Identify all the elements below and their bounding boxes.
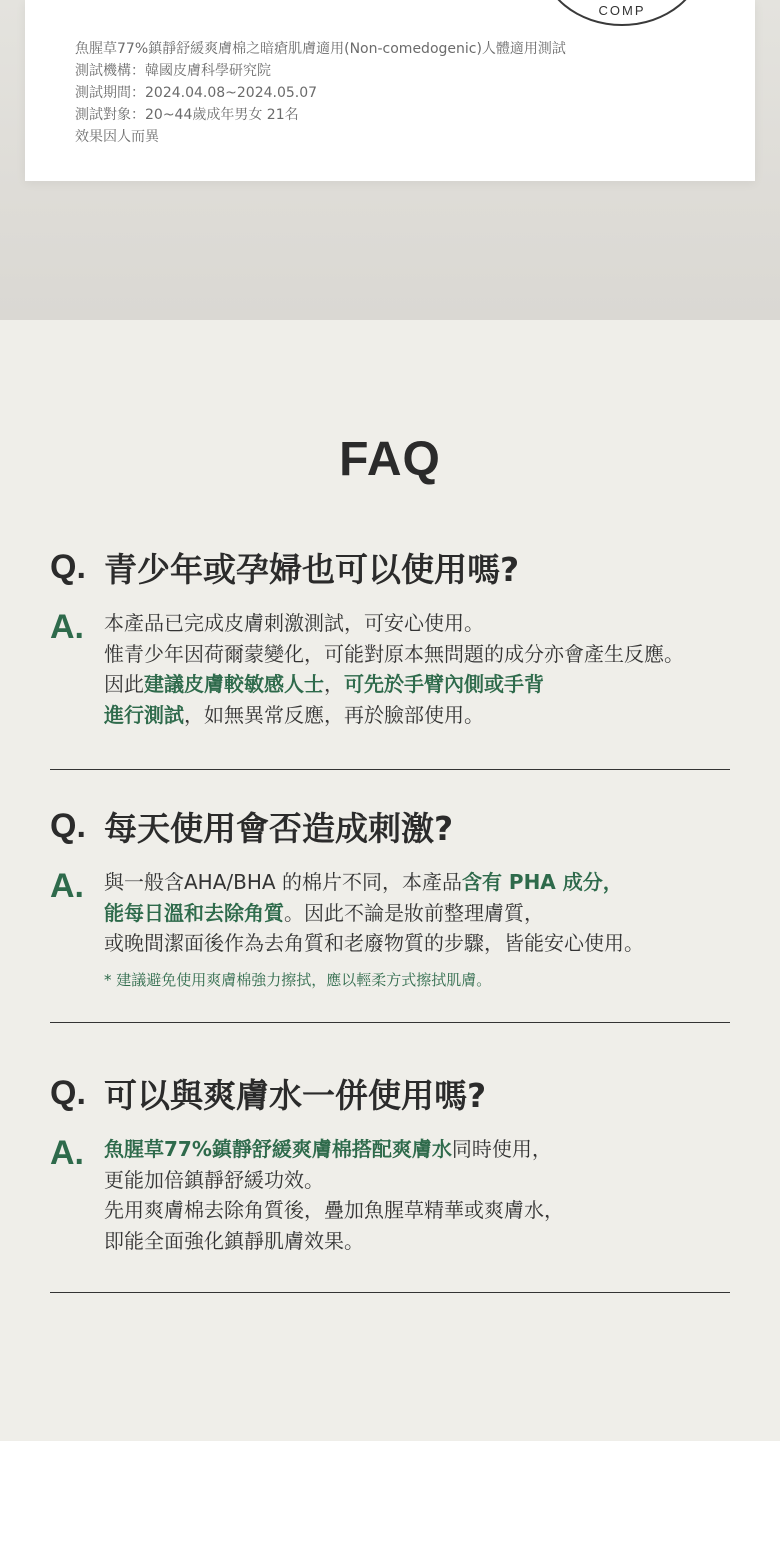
faq-item bbox=[50, 803, 730, 991]
answer-text: 與一般含AHA/BHA 的棉片不同，本產品 bbox=[104, 870, 462, 894]
answer-text: 或晚間潔面後作為去角質和老廢物質的步驟，皆能安心使用。 bbox=[104, 931, 644, 955]
seal-text: COMP bbox=[598, 3, 646, 18]
answer-row bbox=[50, 608, 730, 730]
question-text: 青少年或孕婦也可以使用嗎? bbox=[104, 550, 520, 589]
question-text: 每天使用會否造成刺激? bbox=[104, 809, 454, 848]
question-mark-label: Q. bbox=[50, 548, 86, 586]
answer-text: 先用爽膚棉去除角質後，疊加魚腥草精華或爽膚水， bbox=[104, 1198, 564, 1222]
test-info-line: 測試機構：韓國皮膚科學研究院 bbox=[75, 63, 271, 79]
answer-row bbox=[50, 1134, 730, 1256]
answer-line bbox=[104, 928, 730, 959]
test-info-lines bbox=[75, 38, 566, 148]
answer-body bbox=[104, 867, 730, 991]
answer-mark-label: A. bbox=[50, 867, 84, 905]
answer-text: 同時使用， bbox=[451, 1137, 552, 1161]
answer-text: ， bbox=[324, 672, 344, 696]
faq-divider bbox=[50, 1022, 730, 1023]
answer-highlight-text: 可先於手臂內側或手背 bbox=[344, 672, 544, 696]
answer-body bbox=[104, 608, 730, 730]
test-info-line: 測試期間：2024.04.08~2024.05.07 bbox=[75, 85, 318, 101]
answer-line bbox=[104, 639, 730, 670]
question-row bbox=[50, 544, 730, 590]
certification-seal bbox=[540, 0, 704, 26]
faq-divider bbox=[50, 769, 730, 770]
answer-mark-label: A. bbox=[50, 1134, 84, 1172]
answer-body bbox=[104, 1134, 730, 1256]
answer-note: * 建議避免使用爽膚棉強力擦拭，應以輕柔方式擦拭肌膚。 bbox=[104, 970, 492, 989]
answer-highlight-text: 魚腥草77%鎮靜舒緩爽膚棉搭配爽膚水 bbox=[104, 1137, 452, 1161]
faq-item bbox=[50, 544, 730, 730]
answer-highlight-text: 進行測試 bbox=[104, 702, 184, 727]
faq-title: FAQ bbox=[339, 433, 441, 486]
answer-line bbox=[104, 1226, 730, 1257]
answer-line bbox=[104, 1195, 730, 1226]
answer-line bbox=[104, 1165, 730, 1196]
faq-item bbox=[50, 1070, 730, 1256]
answer-highlight-text: 建議皮膚較敏感人士 bbox=[144, 672, 324, 696]
question-mark-label: Q. bbox=[50, 1074, 86, 1112]
question-row bbox=[50, 1070, 730, 1116]
answer-text: 更能加倍鎮靜舒緩功效。 bbox=[104, 1167, 324, 1192]
answer-text: 因此 bbox=[104, 672, 144, 696]
answer-text: 。因此不論是妝前整理膚質， bbox=[284, 900, 544, 925]
faq-section bbox=[0, 320, 780, 1441]
answer-line bbox=[104, 867, 730, 898]
test-info-line: 魚腥草77%鎮靜舒緩爽膚棉之暗瘡肌膚適用(Non-comedogenic)人體適用測試 bbox=[75, 41, 566, 57]
answer-text: 惟青少年因荷爾蒙變化，可能對原本無問題的成分亦會產生反應。 bbox=[104, 641, 684, 666]
faq-divider bbox=[50, 1292, 730, 1293]
answer-line bbox=[104, 608, 730, 639]
answer-line bbox=[104, 898, 730, 929]
answer-text: ，如無異常反應，再於臉部使用。 bbox=[184, 702, 484, 727]
answer-line bbox=[104, 669, 730, 700]
answer-line bbox=[104, 700, 730, 731]
answer-text: 即能全面強化鎮靜肌膚效果。 bbox=[104, 1228, 364, 1253]
answer-mark-label: A. bbox=[50, 608, 84, 646]
question-row bbox=[50, 803, 730, 849]
answer-text: 本產品已完成皮膚刺激測試，可安心使用。 bbox=[104, 611, 484, 635]
test-info-card bbox=[25, 0, 755, 181]
test-info-line: 測試對象：20~44歲成年男女 21名 bbox=[75, 107, 299, 123]
test-info-line: 效果因人而異 bbox=[75, 129, 159, 145]
answer-highlight-text: 能每日溫和去除角質 bbox=[104, 900, 284, 925]
answer-highlight-text: 含有 PHA 成分， bbox=[461, 870, 623, 894]
question-text: 可以與爽膚水一併使用嗎? bbox=[104, 1076, 487, 1115]
answer-row bbox=[50, 867, 730, 991]
question-mark-label: Q. bbox=[50, 807, 86, 845]
answer-line bbox=[104, 1134, 730, 1165]
